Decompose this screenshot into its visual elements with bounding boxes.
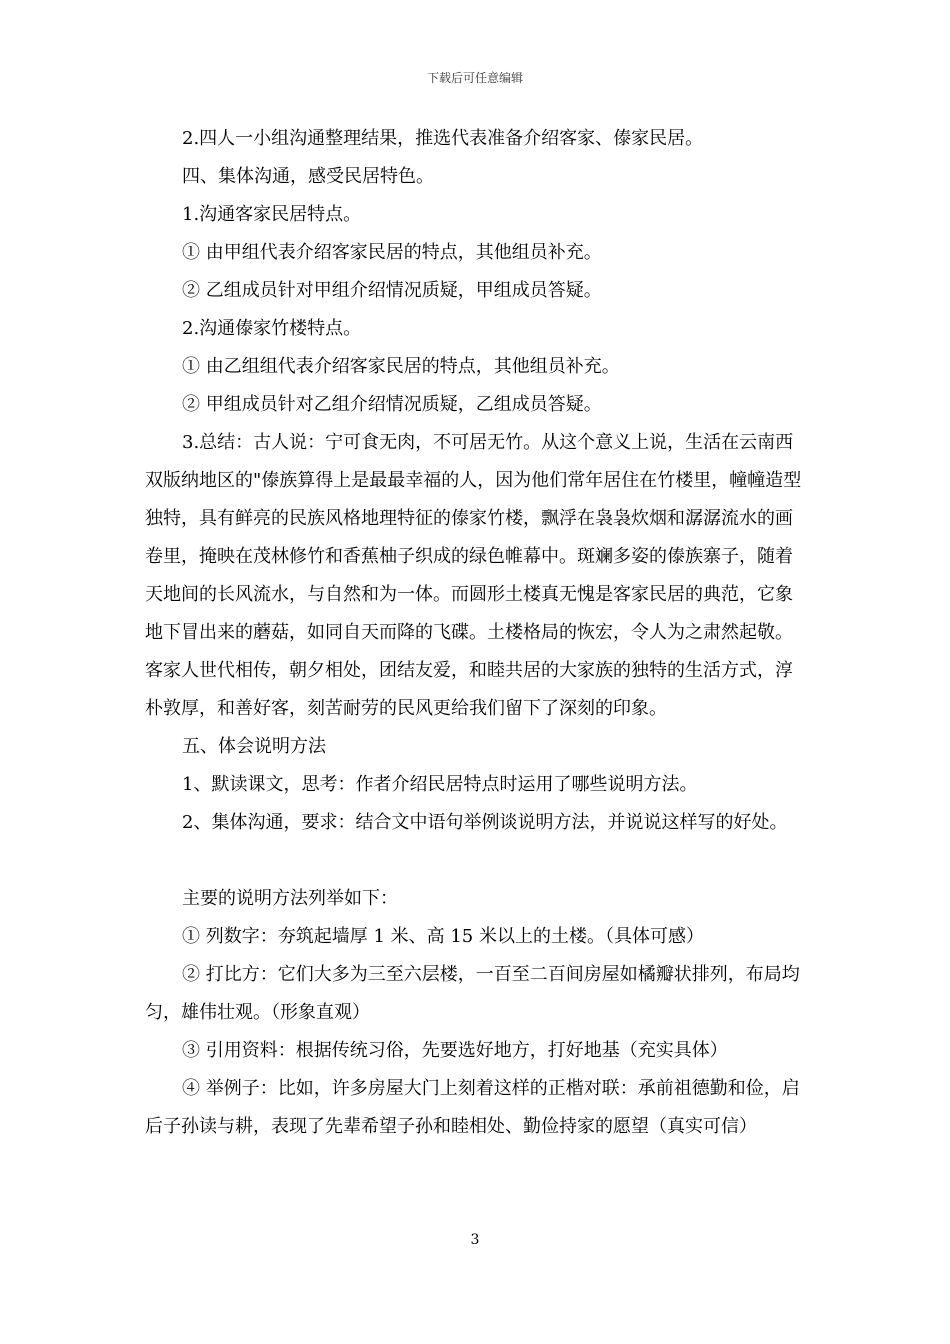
paragraph: 1、默读课文，思考：作者介绍民居特点时运用了哪些说明方法。 [182,774,698,795]
paragraph: 2.沟通傣家竹楼特点。 [182,318,362,339]
document-body [145,120,810,1146]
list-item: ① 由乙组组代表介绍客家民居的特点，其他组员补充。 [182,356,620,377]
paragraph: 2.四人一小组沟通整理结果，推选代表准备介绍客家、傣家民居。 [182,128,704,149]
section-heading: 五、体会说明方法 [182,736,326,757]
list-item: ④ 举例子：比如，许多房屋大门上刻着这样的正楷对联：承前祖德勤和俭，启后子孙读与耕，表现了先辈希望子孙和睦相处、勤俭持家的愿望（真实可信） [145,1078,800,1137]
section-heading: 四、集体沟通，感受民居特色。 [182,166,434,187]
summary-paragraph: 3.总结：古人说：宁可食无肉，不可居无竹。从这个意义上说，生活在云南西双版纳地区的"傣族算得上是最最幸福的人，因为他们常年居住在竹楼里，幢幢造型独特，具有鲜亮的民族风格地理特征的傣家竹楼，飘浮在袅袅炊烟和潺潺流水的画卷里，掩映在茂林修竹和香蕉柚子织成的绿色帷幕中。斑斓多姿的傣族寨子，随着天地间的长风流水，与自然和为一体。而圆形土楼真无愧是客家民居的典范，它象地下冒出来的蘑菇，如同自天而降的飞碟。土楼格局的恢宏，令人为之肃然起敬。客家人世代相传，朝夕相处，团结友爱，和睦共居的大家族的独特的生活方式，淳朴敦厚，和善好客，刻苦耐劳的民风更给我们留下了深刻的印象。 [145,432,802,719]
paragraph: 1.沟通客家民居特点。 [182,204,362,225]
paragraph: 2、集体沟通，要求：结合文中语句举例谈说明方法，并说说这样写的好处。 [182,812,788,833]
list-item: ② 打比方：它们大多为三至六层楼，一百至二百间房屋如橘瓣状排列，布局均匀，雄伟壮观。（形象直观） [145,964,800,1023]
list-item: ② 乙组成员针对甲组介绍情况质疑，甲组成员答疑。 [182,280,602,301]
list-item: ② 甲组成员针对乙组介绍情况质疑，乙组成员答疑。 [182,394,602,415]
paragraph: 主要的说明方法列举如下： [182,888,398,909]
list-item: ③ 引用资料：根据传统习俗，先要选好地方，打好地基（充实具体） [182,1040,728,1061]
page-number: 3 [470,1232,480,1248]
list-item: ① 列数字：夯筑起墙厚 1 米、高 15 米以上的土楼。（具体可感） [182,926,704,947]
header-note: 下载后可任意编辑 [426,71,523,85]
blank-line [145,842,810,880]
list-item: ① 由甲组代表介绍客家民居的特点，其他组员补充。 [182,242,602,263]
